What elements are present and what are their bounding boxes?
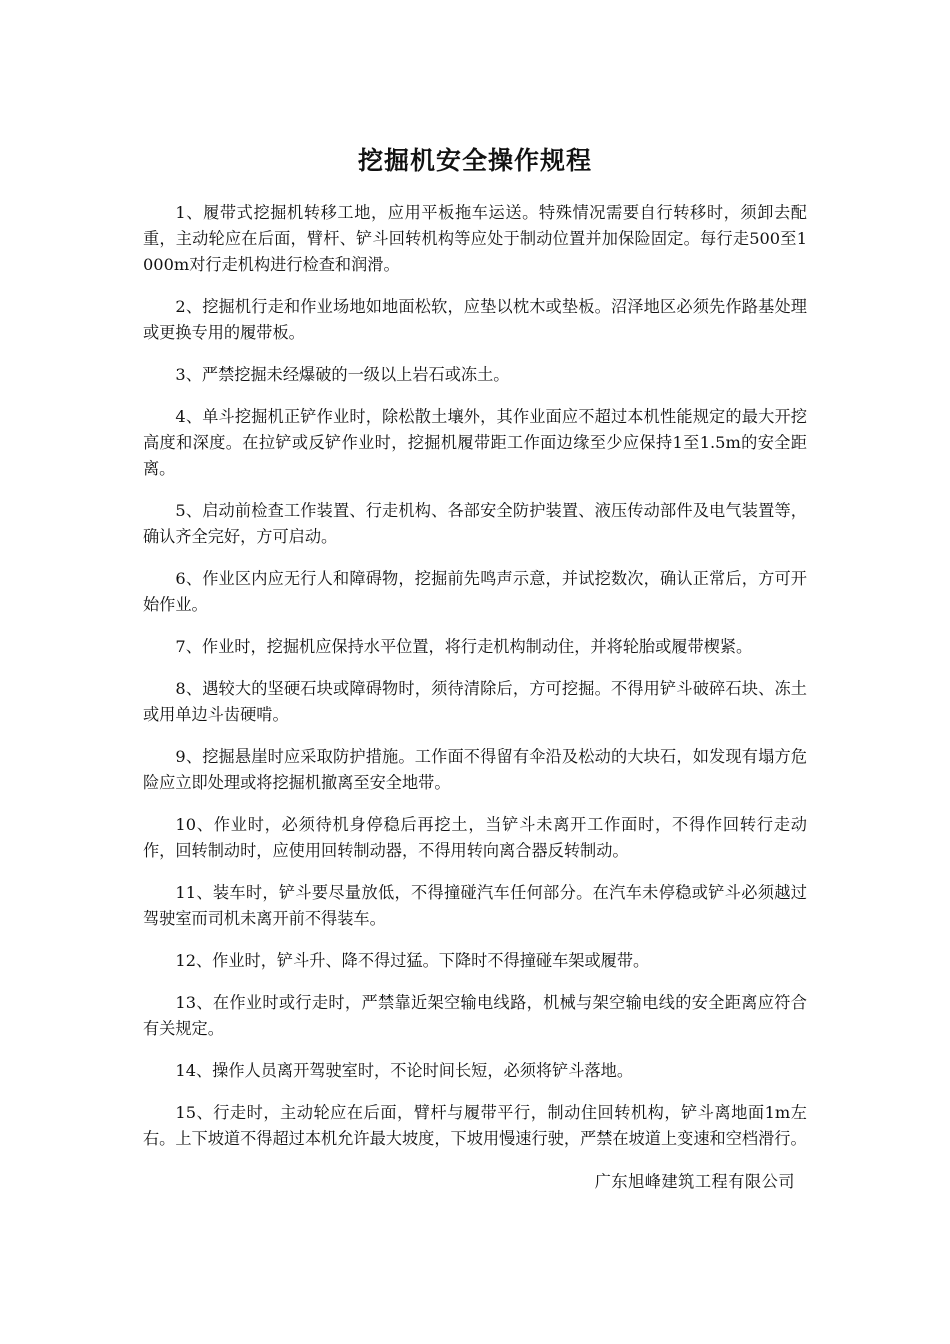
document-title: 挖掘机安全操作规程 bbox=[357, 146, 592, 175]
rule-item: 1、履带式挖掘机转移工地，应用平板拖车运送。特殊情况需要自行转移时，须卸去配重，主动轮应在后面，臂杆、铲斗回转机构等应处于制动位置并加保险固定。每行走500至1000m对行走机构进行检查和润滑。 bbox=[143, 203, 807, 274]
company-signature: 广东旭峰建筑工程有限公司 bbox=[594, 1172, 795, 1191]
rule-item: 13、在作业时或行走时，严禁靠近架空输电线路，机械与架空输电线的安全距离应符合有关规定。 bbox=[143, 993, 807, 1038]
rule-item: 9、挖掘悬崖时应采取防护措施。工作面不得留有伞沿及松动的大块石，如发现有塌方危险应立即处理或将挖掘机撤离至安全地带。 bbox=[143, 747, 807, 792]
rule-item: 2、挖掘机行走和作业场地如地面松软，应垫以枕木或垫板。沼泽地区必须先作路基处理或更换专用的履带板。 bbox=[143, 297, 807, 342]
rule-item: 4、单斗挖掘机正铲作业时，除松散土壤外，其作业面应不超过本机性能规定的最大开挖高度和深度。在拉铲或反铲作业时，挖掘机履带距工作面边缘至少应保持1至1.5m的安全距离。 bbox=[143, 407, 807, 478]
rule-item: 5、启动前检查工作装置、行走机构、各部安全防护装置、液压传动部件及电气装置等，确认齐全完好，方可启动。 bbox=[143, 501, 807, 546]
rule-item: 3、严禁挖掘未经爆破的一级以上岩石或冻土。 bbox=[175, 365, 510, 384]
rules-list bbox=[143, 200, 807, 1168]
rule-item: 8、遇较大的坚硬石块或障碍物时，须待清除后，方可挖掘。不得用铲斗破碎石块、冻土或用单边斗齿硬啃。 bbox=[143, 679, 807, 724]
rule-item: 6、作业区内应无行人和障碍物，挖掘前先鸣声示意，并试挖数次，确认正常后，方可开始作业。 bbox=[143, 569, 807, 614]
rule-item: 12、作业时，铲斗升、降不得过猛。下降时不得撞碰车架或履带。 bbox=[175, 951, 650, 970]
rule-item: 10、作业时，必须待机身停稳后再挖土，当铲斗未离开工作面时，不得作回转行走动作，回转制动时，应使用回转制动器，不得用转向离合器反转制动。 bbox=[143, 815, 807, 860]
rule-item: 7、作业时，挖掘机应保持水平位置，将行走机构制动住，并将轮胎或履带楔紧。 bbox=[175, 637, 753, 656]
rule-item: 15、行走时，主动轮应在后面，臂杆与履带平行，制动住回转机构，铲斗离地面1m左右。上下坡道不得超过本机允许最大坡度，下坡用慢速行驶，严禁在坡道上变速和空档滑行。 bbox=[143, 1103, 807, 1148]
rule-item: 11、装车时，铲斗要尽量放低，不得撞碰汽车任何部分。在汽车未停稳或铲斗必须越过驾驶室而司机未离开前不得装车。 bbox=[143, 883, 807, 928]
rule-item: 14、操作人员离开驾驶室时，不论时间长短，必须将铲斗落地。 bbox=[175, 1061, 634, 1080]
